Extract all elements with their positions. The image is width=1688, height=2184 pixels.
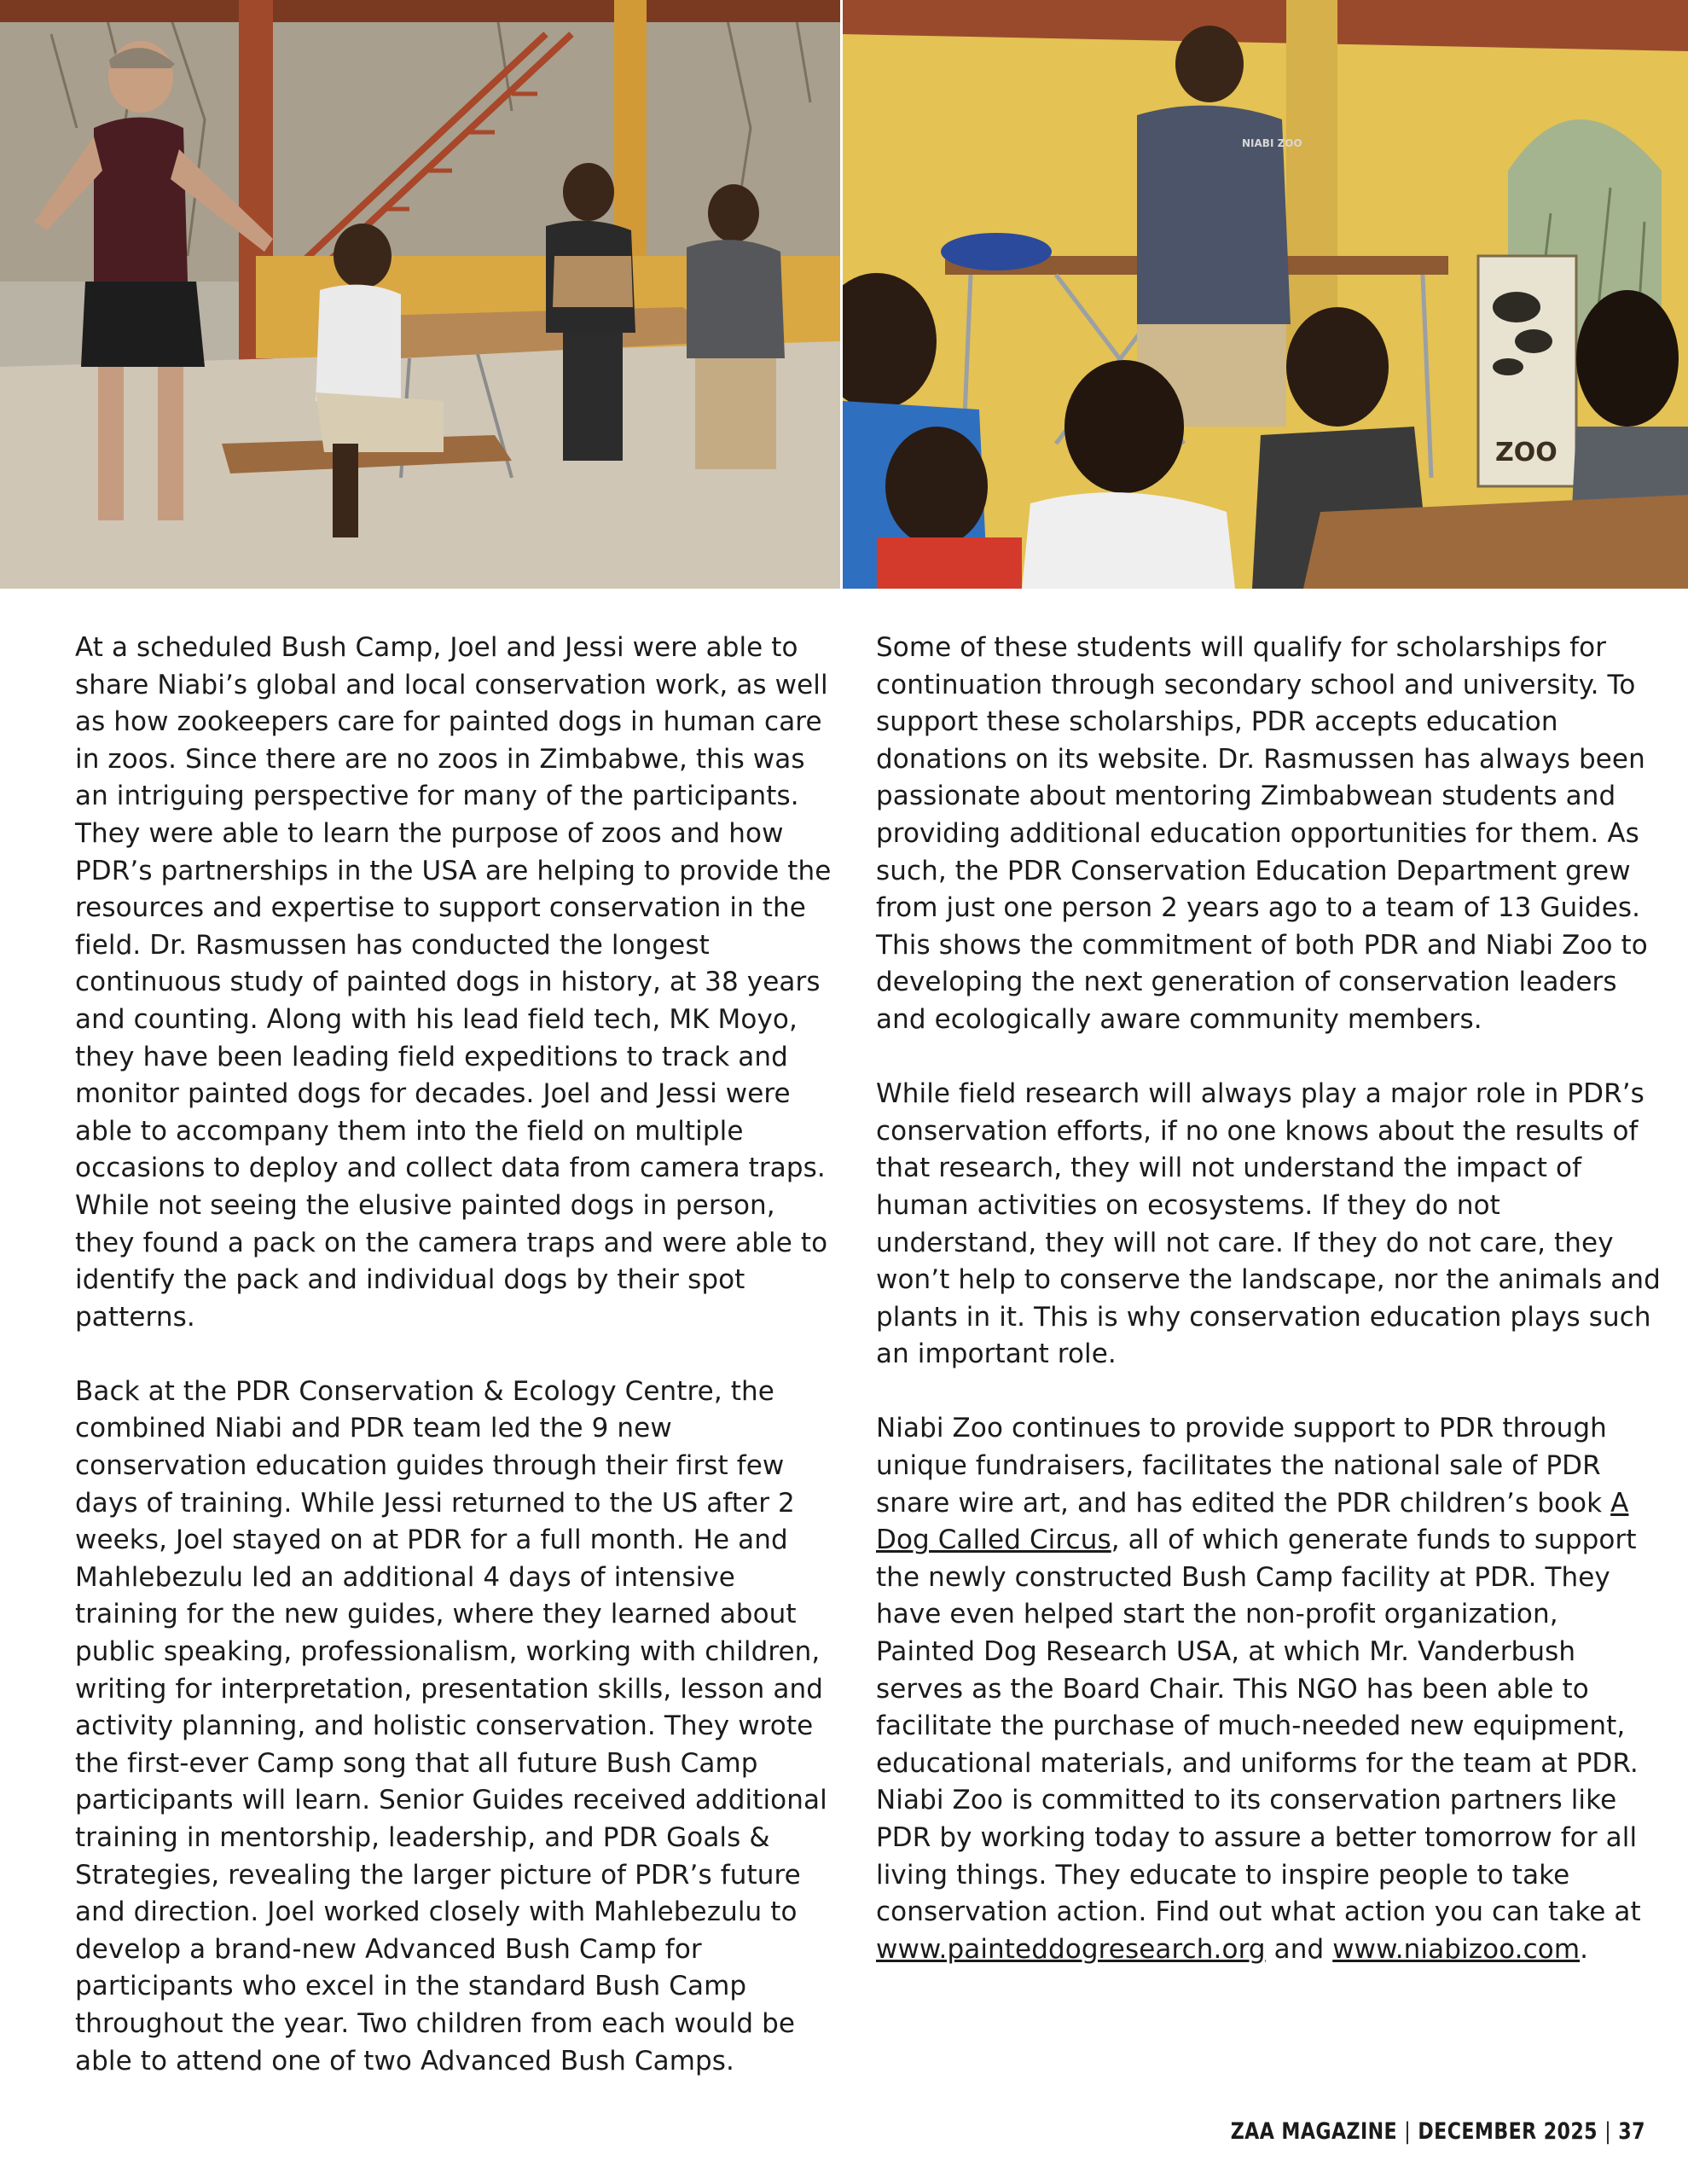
niabi-website-link[interactable]: www.niabizoo.com — [1332, 1933, 1581, 1965]
page-footer — [1231, 2118, 1645, 2145]
support-text-2: , all of which generate funds to support the newly constructed Bush Camp facility at PDR. They have even helped start the non-profit organization, Painted Dog Research USA, at which Mr. Vanderbush serves as the Board Chair. This NGO has been able to facilitate the purchase of much-needed new equipment, educational materials, and uniforms for the team at PDR. Niabi Zoo is committed to its conservation partners like PDR by working today to assure a better tomorrow for all living things. They educate to inspire people to take conservation action. Find out what action you can take at — [876, 1525, 1641, 1928]
article-column-right — [876, 630, 1661, 1968]
page-number: 37 — [1618, 2118, 1645, 2145]
support-text-4: . — [1580, 1933, 1589, 1965]
support-text-3: and — [1265, 1933, 1333, 1965]
guide-presentation-illustration — [843, 0, 1688, 589]
pdr-website-link[interactable]: www.painteddogresearch.org — [876, 1933, 1266, 1965]
article-column-left — [75, 630, 834, 2080]
paragraph-bush-camp: At a scheduled Bush Camp, Joel and Jessi were able to share Niabi’s global and local conservation work, as well as how zookeepers care for painted dogs in human care in zoos. Since there are no zoos in Zimbabwe, this was an intriguing perspective for many of the participants. They were able to learn the purpose of zoos and how PDR’s partnerships in the USA are helping to provide the resources and expertise to support conservation in the field. Dr. Rasmussen has conducted the longest continuous study of painted dogs in history, at 38 years and counting. Along with his lead field tech, MK Moyo, they have been leading field expeditions to track and monitor painted dogs for decades. Joel and Jessi were able to accompany them into the field on multiple occasions to deploy and collect data from camera traps. While not seeing the elusive painted dogs in person, they found a pack on the camera traps and were able to identify the pack and individual dogs by their spot patterns. — [75, 632, 832, 1333]
issue-date: DECEMBER 2025 — [1418, 2118, 1598, 2145]
shirt-logo-text: NIABI ZOO — [1242, 137, 1302, 149]
guide-presentation-photo — [843, 0, 1688, 589]
book-title: A Dog Called Circus — [876, 1487, 1629, 1556]
magazine-name: ZAA MAGAZINE — [1230, 2118, 1398, 2145]
bush-camp-classroom-photo — [0, 0, 840, 589]
paragraph-field-research: While field research will always play a major role in PDR’s conservation efforts, if no one knows about the results of that research, they will not understand the impact of human activities on ecosystems. If they do not understand, they will not care. If they do not care, they won’t help to conserve the landscape, nor the animals and plants in it. This is why conservation education plays such an important role. — [876, 1078, 1661, 1370]
footer-separator: | — [1604, 2118, 1612, 2145]
bush-camp-classroom-illustration — [0, 0, 840, 589]
paragraph-training: Back at the PDR Conservation & Ecology Centre, the combined Niabi and PDR team led the 9 new conservation education guides through their first few days of training. While Jessi returned to the US after 2 weeks, Joel stayed on at PDR for a full month. He and Mahlebezulu led an additional 4 days of intensive training for the new guides, where they learned about public speaking, professionalism, working with children, writing for interpretation, presentation skills, lesson and activity planning, and holistic conservation. They wrote the first-ever Camp song that all future Bush Camp participants will learn. Senior Guides received additional training in mentorship, leadership, and PDR Goals & Strategies, revealing the larger picture of PDR’s future and direction. Joel worked closely with Mahlebezulu to develop a brand-new Advanced Bush Camp for participants who excel in the standard Bush Camp throughout the year. Two children from each would be able to attend one of two Advanced Bush Camps. — [75, 1375, 827, 2077]
paragraph-scholarships: Some of these students will qualify for scholarships for continuation through secondary school and university. To support these scholarships, PDR accepts education donations on its website. Dr. Rasmussen has always been passionate about mentoring Zimbabwean students and providing additional education opportunities for them. As such, the PDR Conservation Education Department grew from just one person 2 years ago to a team of 13 Guides. This shows the commitment of both PDR and Niabi Zoo to developing the next generation of conservation leaders and ecologically aware community members. — [876, 632, 1648, 1035]
paragraph-niabi-support — [876, 1410, 1661, 1968]
footer-separator: | — [1404, 2118, 1412, 2145]
support-text-1: Niabi Zoo continues to provide support to PDR through unique fundraisers, facilitates the national sale of PDR snare wire art, and has edited the PDR children’s book — [876, 1413, 1611, 1519]
sign-zoo-text: ZOO — [1495, 438, 1557, 468]
